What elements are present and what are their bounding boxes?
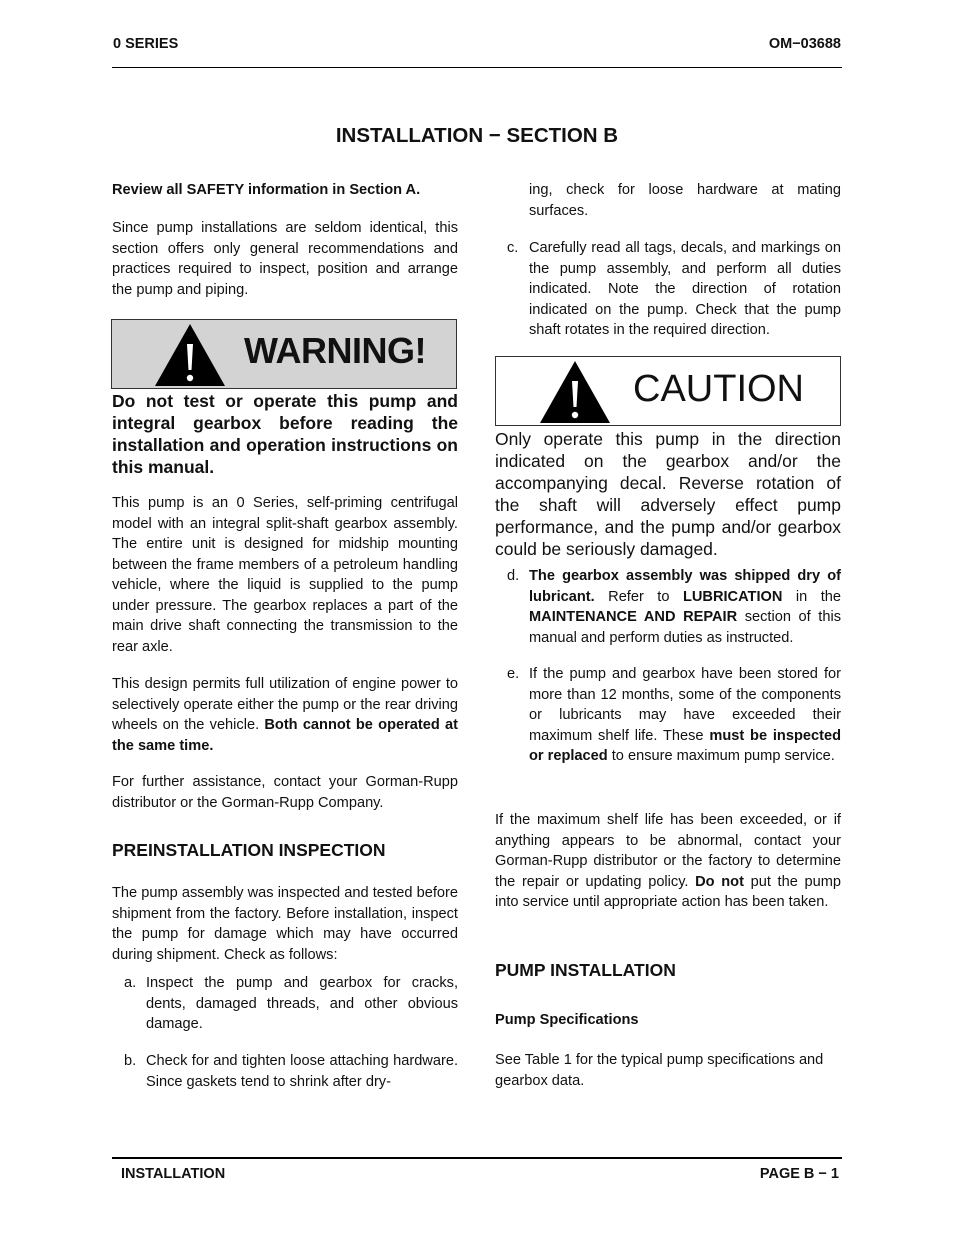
assistance-paragraph: For further assistance, contact your Gorman-Rupp distributor or the Gorman-Rupp Company. (112, 774, 458, 811)
item-d-bold-3: LUBRICATION (682, 588, 783, 605)
warning-word: WARNING! (244, 330, 426, 371)
item-e-text-1: If the pump and gearbox have been stored for more than 12 months, some of the components or lubricants may have exceeded their maximum shelf life. These (529, 666, 841, 744)
header-doc-number: OM−03688 (768, 36, 841, 52)
footer-page-number: PAGE B − 1 (759, 1166, 839, 1182)
item-e-bold-2: must be inspected or replaced (529, 727, 841, 764)
footer-rule (112, 1157, 842, 1159)
pump-installation-heading: PUMP INSTALLATION (495, 960, 676, 980)
item-b-label: b. (124, 1053, 137, 1069)
item-a-text: Inspect the pump and gearbox for cracks, dents, damaged threads, and other obvious damage. (146, 975, 458, 1032)
warning-text: Do not test or operate this pump and integral gearbox before reading the installation and operation instructions on this manual. (112, 391, 458, 477)
shelf-text-3: put the pump into service until appropriate action has been taken. (495, 873, 842, 910)
shelf-bold-2: Do not (695, 873, 744, 890)
preinstallation-paragraph: The pump assembly was inspected and tested before shipment from the factory. Before installation, inspect the pump for damage which may have occurred during shipment. Check as follows: (112, 885, 458, 963)
caution-word: CAUTION (633, 368, 804, 410)
design-text: This design permits full utilization of engine power to selectively operate either the pump or the rear driving wheels on the vehicle. (112, 676, 458, 733)
warning-triangle-icon (152, 322, 228, 388)
caution-box (495, 356, 841, 426)
item-b-text: Check for and tighten loose attaching hardware. Since gaskets tend to shrink after dry- (146, 1053, 458, 1090)
footer-section: INSTALLATION (121, 1166, 226, 1182)
shelf-life-paragraph (495, 810, 841, 913)
item-d-bold-1: The gearbox assembly was shipped dry of lubricant. (529, 568, 841, 605)
item-d-text-2: Refer to (594, 588, 683, 605)
caution-text: Only operate this pump in the direction indicated on the gearbox and/or the accompanying decal. Reverse rotation of the shaft will adversely effect pump performance, and the pump and/or gearbox could be seriously damaged. (495, 429, 841, 559)
item-a-label: a. (124, 975, 137, 991)
item-d-bold-5: MAINTENANCE AND REPAIR (529, 609, 738, 625)
shelf-text-1: If the maximum shelf life has been exceeded, or if anything appears to be abnormal, contact your Gorman-Rupp distributor or the factory to determine the repair or updating policy. (495, 812, 841, 890)
caution-triangle-icon (537, 359, 613, 425)
warning-box (111, 319, 457, 389)
design-bold-text: Both cannot be operated at the same time. (112, 717, 458, 754)
header-series: 0 SERIES (113, 36, 179, 52)
preinstallation-heading: PREINSTALLATION INSPECTION (112, 840, 386, 860)
item-e-text-3: to ensure maximum pump service. (607, 748, 835, 764)
design-paragraph (112, 674, 458, 756)
item-e-text (529, 664, 841, 767)
item-d-text-4: in the (782, 588, 841, 605)
item-e-label: e. (507, 666, 520, 682)
item-d-label: d. (507, 568, 520, 584)
pump-specifications-heading: Pump Specifications (495, 1012, 639, 1028)
description-paragraph: This pump is an 0 Series, self-priming centrifugal model with an integral split-shaft gearbox assembly. The entire unit is designed for midship mounting between the frame members of a petroleum handling vehicle, where the liquid is supplied to the pump under pressure. The gearbox replaces a part of the main drive shaft connecting the transmission to the rear axle. (112, 495, 458, 655)
page-title: INSTALLATION − SECTION B (335, 124, 619, 147)
review-note: Review all SAFETY information in Section A. (112, 182, 421, 198)
item-c-text: Carefully read all tags, decals, and markings on the pump assembly, and perform all duties indicated. Note the direction of rotation indicated on the pump. Check that the pump shaft rotates in the required direction. (529, 240, 841, 338)
item-b-continued: ing, check for loose hardware at mating surfaces. (529, 182, 841, 219)
specifications-paragraph: See Table 1 for the typical pump specifications and gearbox data. (495, 1052, 824, 1089)
header-rule (112, 67, 842, 68)
item-d-text-6: section of this manual and perform duties as instructed. (529, 609, 841, 646)
item-c-label: c. (507, 240, 519, 256)
intro-paragraph: Since pump installations are seldom identical, this section offers only general recommendations and practices required to inspect, position and arrange the pump and piping. (112, 220, 458, 298)
item-d-text (529, 566, 841, 648)
